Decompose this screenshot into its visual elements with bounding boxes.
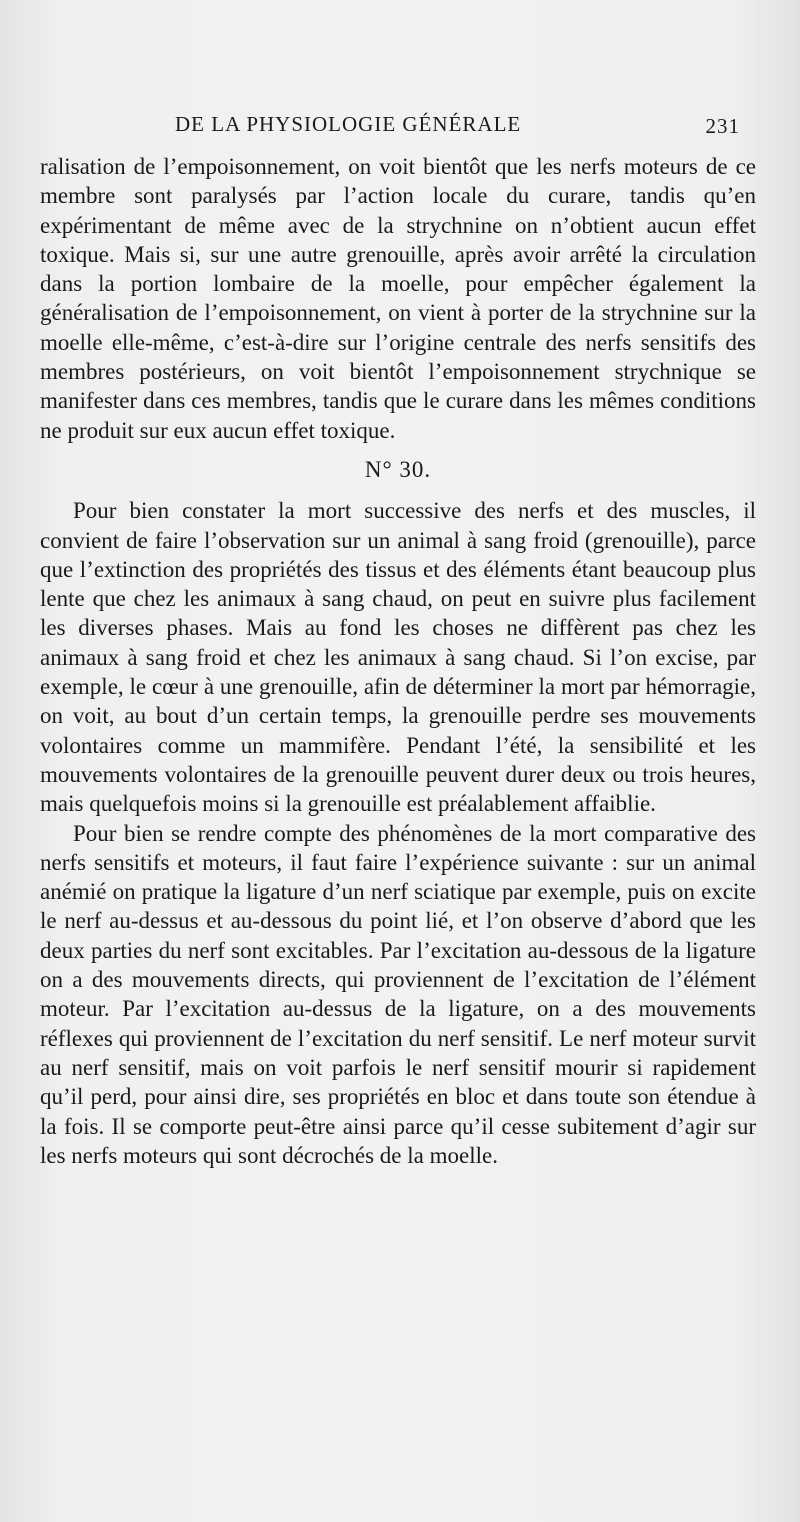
paragraph-sensitive-motor-nerves: Pour bien se rendre compte des phénomènes de la mort comparative des nerfs sensitifs et moteurs, il faut faire l’expérience suivante : sur un animal anémié on pratique la ligature d’un nerf sciatique par exemple, puis on excite le nerf au-dessus et au-dessous du point lié, et l’on observe d’abord que les deux parties du nerf sont excitables. Par l’excitation au-dessous de la ligature on a des mouvements directs, qui proviennent de l’excitation de l’élément moteur. Par l’excitation au-dessus de la ligature, on a des mouvements réflexes qui proviennent de l’excitation du nerf sensitif. Le nerf moteur survit au nerf sensitif, mais on voit parfois le nerf sensitif mourir si rapidement qu’il perd, pour ainsi dire, ses propriétés en bloc et dans toute son étendue à la fois. Il se comporte peut-être ainsi parce qu’il cesse subitement d’agir sur les nerfs moteurs qui sont décrochés de la moelle. — [40, 820, 756, 1168]
page-number: 231 — [705, 114, 740, 138]
body-text — [40, 152, 756, 1170]
section-number: N° 30. — [364, 456, 432, 482]
paragraph-dead-nerves-muscles: Pour bien constater la mort successive des nerfs et des muscles, il convient de faire l’observation sur un animal à sang froid (grenouille), parce que l’extinction des propriétés des tissus et des éléments étant beaucoup plus lente que chez les animaux à sang chaud, on peut en suivre plus facilement les diverses phases. Mais au fond les choses ne diffèrent pas chez les animaux à sang froid et chez les animaux à sang chaud. Si l’on excise, par exemple, le cœur à une grenouille, afin de déterminer la mort par hémorragie, on voit, au bout d’un certain temps, la grenouille perdre ses mouvements volontaires comme un mammifère. Pendant l’été, la sensibilité et les mouvements volontaires de la grenouille peuvent durer deux ou trois heures, mais quelquefois moins si la grenouille est préalablement affaiblie. — [40, 498, 756, 817]
running-head — [40, 112, 740, 144]
continued-paragraph: ralisation de l’empoisonnement, on voit bientôt que les nerfs moteurs de ce membre sont paralysés par l’action locale du curare, tandis qu’en expérimentant de même avec de la strychnine on n’obtient aucun effet toxique. Mais si, sur une autre grenouille, après avoir arrêté la circulation dans la portion lombaire de la moelle, pour empêcher également la généralisation de l’empoisonnement, on vient à porter de la strychnine sur la moelle elle-même, c’est-à-dire sur l’origine centrale des nerfs sensitifs des membres postérieurs, on voit bientôt l’empoisonnement strychnique se manifester dans ces membres, tandis que le curare dans les mêmes conditions ne produit sur eux aucun effet toxique. — [40, 154, 756, 443]
running-title: DE LA PHYSIOLOGIE GÉNÉRALE — [175, 112, 522, 136]
